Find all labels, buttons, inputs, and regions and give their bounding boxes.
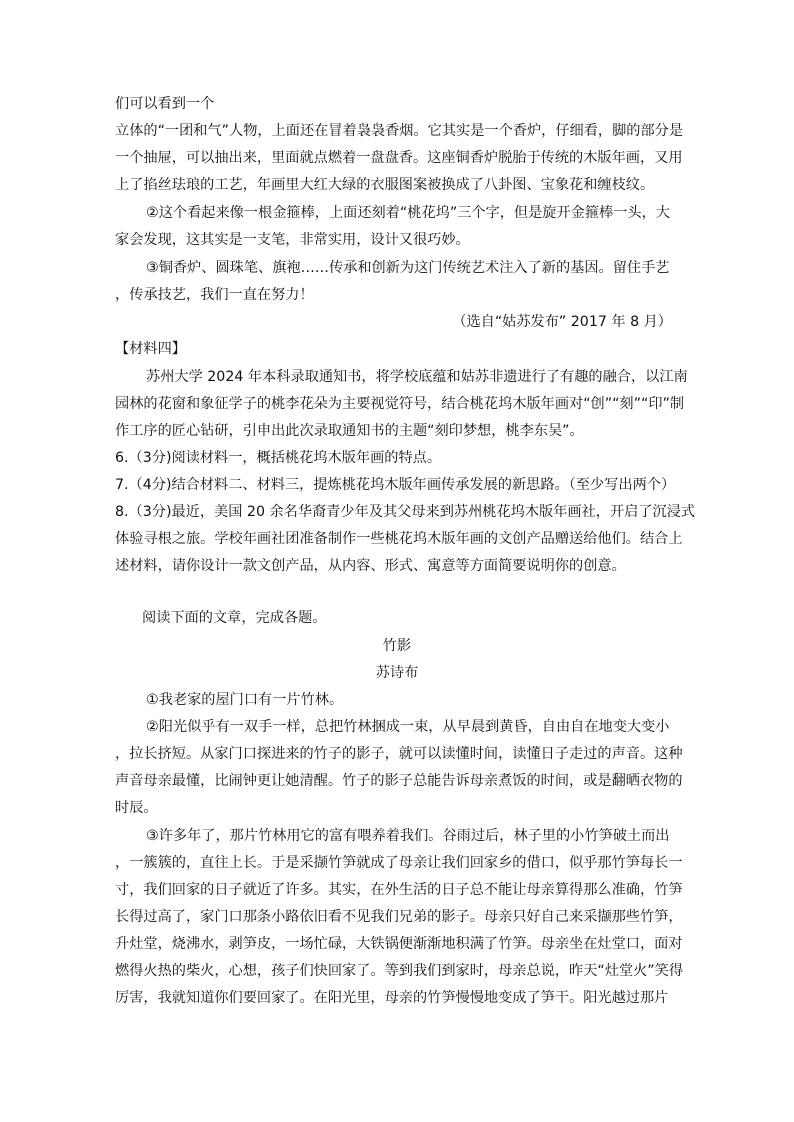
- question-7: 7.（4分)结合材料二、材料三，提炼桃花坞木版年画传承发展的新思路。（至少写出两个）: [115, 477, 676, 493]
- text-line: 寸，我们回家的日子就近了许多。其实，在外生活的日子总不能让母亲算得那么准确，竹笋: [115, 882, 683, 898]
- text-line: 们可以看到一个: [115, 96, 215, 112]
- source-citation: （选自“姑苏发布” 2017 年 8 月）: [452, 314, 672, 330]
- text-line: 时辰。: [115, 800, 158, 816]
- paragraph-2: ②阳光似乎有一双手一样，总把竹林捆成一束，从早晨到黄昏，自由自在地变大变小: [146, 719, 670, 735]
- text-line: ②这个看起来像一根金箍棒，上面还刻着“桃花坞”三个字，但是旋开金箍棒一头，大: [146, 205, 670, 221]
- text-line: ③铜香炉、圆珠笔、旗袍……传承和创新为这门传统艺术注入了新的基因。留住手艺: [146, 260, 670, 276]
- paragraph-1: ①我老家的屋门口有一片竹林。: [146, 692, 344, 708]
- text-line: 家会发现，这其实是一支笔，非常实用，设计又很巧妙。: [115, 232, 470, 248]
- article-author: 苏诗布: [375, 665, 419, 681]
- text-line: 立体的“一团和气”人物，上面还在冒着袅袅香烟。它其实是一个香炉，仔细看，脚的部分是: [115, 123, 684, 139]
- text-line: 声音母亲最懂，比闹钟更让她清醒。竹子的影子总能告诉母亲煮饭的时间，或是翻晒衣物的: [115, 773, 683, 789]
- section-heading: 【材料四】: [115, 341, 186, 357]
- text-line: 燃得火热的柴火，心想，孩子们快回家了。等到我们到家时，母亲总说，昨天“灶堂火”笑得: [115, 963, 684, 979]
- paragraph-3: ③许多年了，那片竹林用它的富有喂养着我们。谷雨过后，林子里的小竹笋破土而出: [146, 828, 670, 844]
- text-line: 作工序的匠心钻研，引申出此次录取通知书的主题“刻印梦想，桃李东吴”。: [115, 423, 584, 439]
- text-line: ，一簇簇的，直往上长。于是采撷竹笋就成了母亲让我们回家乡的借口，似乎那竹笋每长一: [115, 855, 683, 871]
- text-line: 长得过高了，家门口那条小路依旧看不见我们兄弟的影子。母亲只好自己来采撷那些竹笋，: [115, 909, 683, 925]
- text-line: 苏州大学 2024 年本科录取通知书，将学校底蕴和姑苏非遗进行了有趣的融合，以江南: [146, 369, 688, 385]
- text-line: ，传承技艺，我们一直在努力！: [115, 287, 314, 303]
- question-8: 8.（3分)最近，美国 20 余名华裔青少年及其父母来到苏州桃花坞木版年画社，开启了沉浸式: [115, 504, 696, 520]
- text-line: 一个抽屉，可以抽出来，里面就点燃着一盘盘香。这座铜香炉脱胎于传统的木版年画，又用: [115, 150, 683, 166]
- text-line: ，拉长挤短。从家门口探进来的竹子的影子，就可以读懂时间，读懂日子走过的声音。这种: [115, 746, 683, 762]
- text-line: 述材料，请你设计一款文创产品，从内容、形式、寓意等方面简要说明你的创意。: [115, 558, 626, 574]
- text-line: 厉害，我就知道你们要回家了。在阳光里，母亲的竹笋慢慢地变成了笋干。阳光越过那片: [115, 990, 669, 1006]
- text-line: 上了掐丝珐琅的工艺，年画里大红大绿的衣服图案被换成了八卦图、宝象花和缠枝纹。: [115, 177, 655, 193]
- question-6: 6.（3分)阅读材料一，概括桃花坞木版年画的特点。: [115, 450, 442, 466]
- reading-instruction: 阅读下面的文章，完成各题。: [142, 610, 327, 626]
- text-line: 体验寻根之旅。学校年画社团准备制作一些桃花坞木版年画的文创产品赠送给他们。结合上: [115, 531, 683, 547]
- text-line: 园林的花窗和象征学子的桃李花朵为主要视觉符号，结合桃花坞木版年画对“创”“刻”“印”制: [115, 396, 685, 412]
- article-title: 竹影: [382, 638, 412, 654]
- text-line: 升灶堂，烧沸水，剥笋皮，一场忙碌，大铁锅便渐渐地积满了竹笋。母亲坐在灶堂口，面对: [115, 936, 683, 952]
